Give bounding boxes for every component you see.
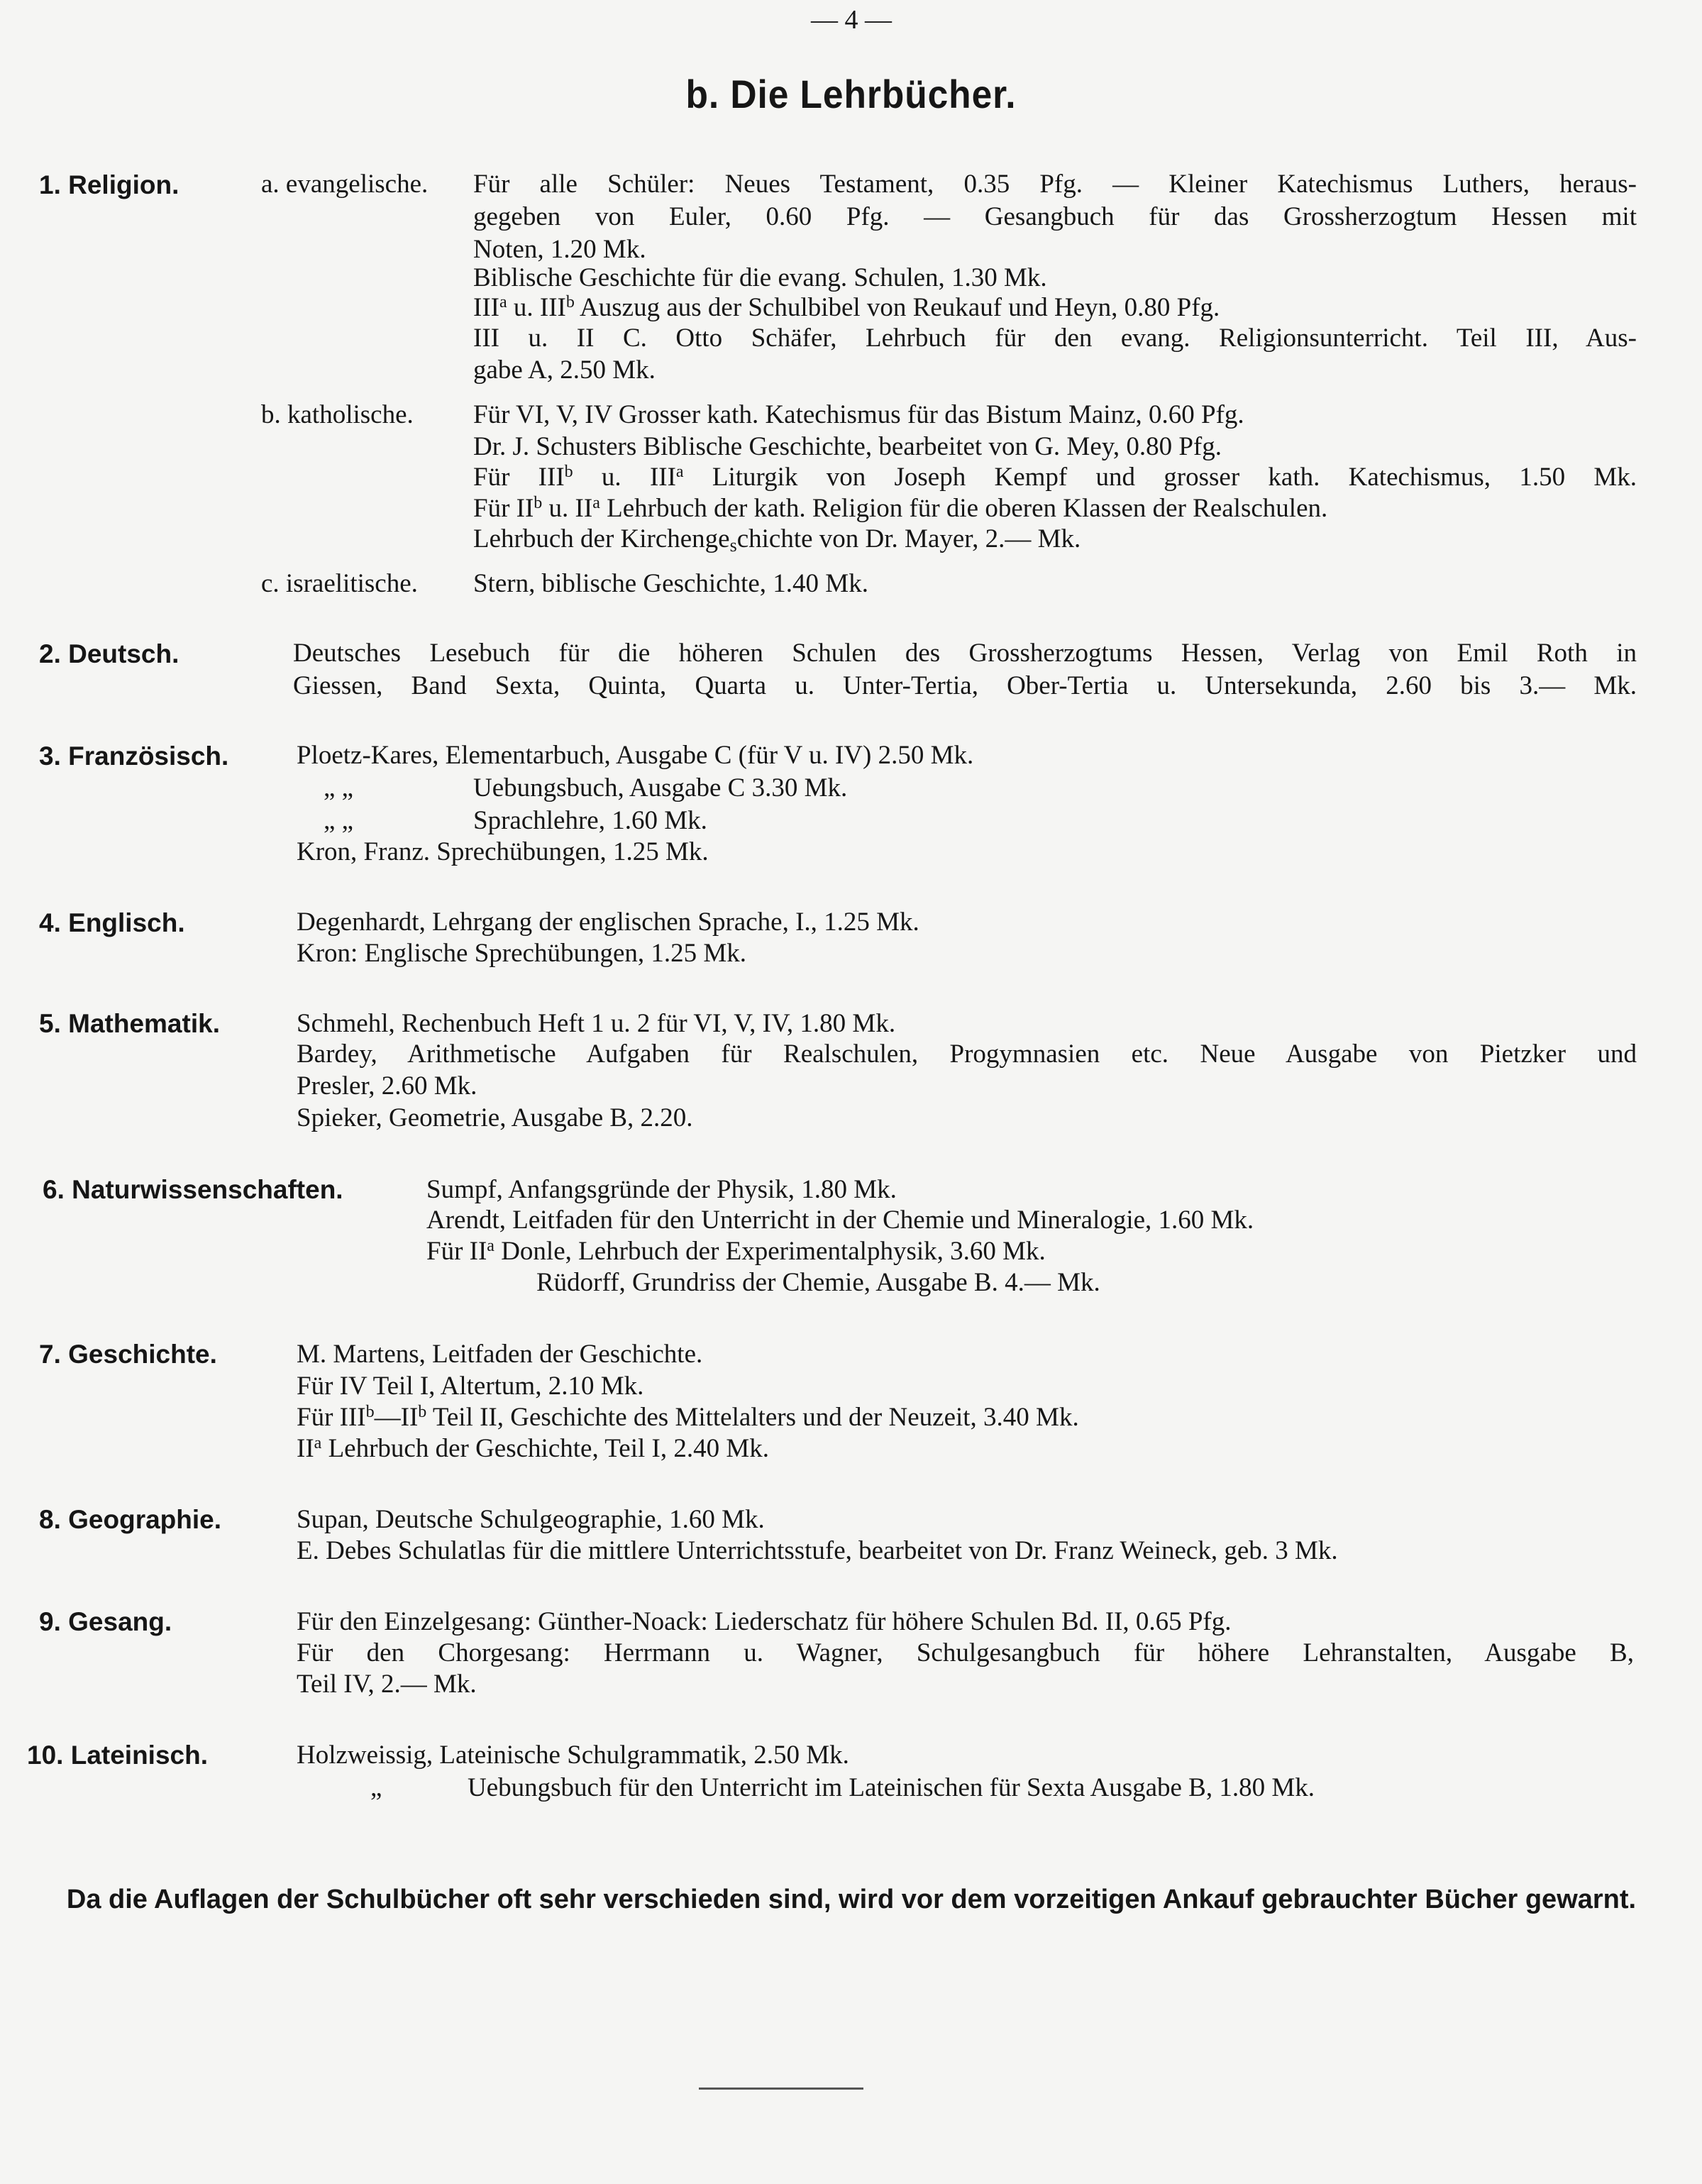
naturwissenschaften-line-3: Für $II^a$ Donle, Lehrbuch der Experimentalphysik, 3.60 Mk. <box>426 1237 1046 1266</box>
mathematik-line-2: Bardey, Arithmetische Aufgaben für Realschulen, Progymnasien etc. Neue Ausgabe von Pietzker und <box>297 1039 1637 1069</box>
geschichte-line-2: Für IV Teil I, Altertum, 2.10 Mk. <box>297 1372 644 1401</box>
warning-notice: Da die Auflagen der Schulbücher oft sehr verschieden sind, wird vor dem vorzeitigen Ankauf gebrauchter Bücher gewarnt. <box>66 1885 1637 1914</box>
page-number: — 4 — <box>811 5 892 35</box>
geschichte-line-3: Für $III^b—II^b$ Teil II, Geschichte des Mittelalters und der Neuzeit, 3.40 Mk. <box>297 1403 1079 1432</box>
geographie-line-2: E. Debes Schulatlas für die mittlere Unterrichtsstufe, bearbeitet von Dr. Franz Weineck, geb. 3 Mk. <box>297 1536 1338 1565</box>
religion-b-line-5: Lehrbuch der Kirchengeschichte von Dr. Mayer, 2.— Mk. <box>473 524 1081 556</box>
gesang-line-1: Für den Einzelgesang: Günther-Noack: Liederschatz für höhere Schulen Bd. II, 0.65 Pfg. <box>297 1607 1232 1636</box>
mathematik-line-3: Presler, 2.60 Mk. <box>297 1071 477 1101</box>
lateinisch-line-2: Uebungsbuch für den Unterricht im Lateinischen für Sexta Ausgabe B, 1.80 Mk. <box>468 1773 1315 1802</box>
deutsch-line-1: Deutsches Lesebuch für die höheren Schulen des Grossherzogtums Hessen, Verlag von Emil Roth in <box>293 639 1637 668</box>
religion-a-line-2: gegeben von Euler, 0.60 Pfg. — Gesangbuch für das Grossherzogtum Hessen mit <box>473 202 1637 231</box>
religion-a-line-5: III$^a$ u. III$^b$ Auszug aus der Schulbibel von Reukauf und Heyn, 0.80 Pfg. <box>473 293 1220 322</box>
geschichte-line-1: M. Martens, Leitfaden der Geschichte. <box>297 1340 703 1369</box>
section-label-mathematik: 5. Mathematik. <box>39 1009 220 1038</box>
section-label-naturwissenschaften: 6. Naturwissenschaften. <box>43 1175 343 1204</box>
franzoesisch-line-2: Uebungsbuch, Ausgabe C 3.30 Mk. <box>473 773 848 803</box>
religion-a-line-4: Biblische Geschichte für die evang. Schulen, 1.30 Mk. <box>473 263 1047 292</box>
section-label-gesang: 9. Gesang. <box>39 1607 172 1636</box>
section-label-englisch: 4. Englisch. <box>39 908 185 937</box>
naturwissenschaften-line-2: Arendt, Leitfaden für den Unterricht in der Chemie und Mineralogie, 1.60 Mk. <box>426 1206 1254 1235</box>
franzoesisch-line-4: Kron, Franz. Sprechübungen, 1.25 Mk. <box>297 837 709 866</box>
section-label-franzoesisch: 3. Französisch. <box>39 741 229 771</box>
gesang-line-3: Teil IV, 2.— Mk. <box>297 1670 477 1699</box>
naturwissenschaften-line-1: Sumpf, Anfangsgründe der Physik, 1.80 Mk. <box>426 1175 897 1204</box>
franzoesisch-ditto-2: „ „ <box>324 806 354 835</box>
religion-c-label: c. israelitische. <box>261 569 418 598</box>
englisch-line-2: Kron: Englische Sprechübungen, 1.25 Mk. <box>297 939 747 968</box>
deutsch-line-2: Giessen, Band Sexta, Quinta, Quarta u. Unter-Tertia, Ober-Tertia u. Untersekunda, 2.60 bis 3.— Mk. <box>293 671 1637 700</box>
gesang-line-2: Für den Chorgesang: Herrmann u. Wagner, Schulgesangbuch für höhere Lehranstalten, Ausgabe B, <box>297 1638 1634 1667</box>
religion-b-line-4: Für $II^b$ u. $II^a$ Lehrbuch der kath. Religion für die oberen Klassen der Realschulen. <box>473 494 1328 523</box>
religion-b-label: b. katholische. <box>261 400 414 429</box>
religion-a-line-3: Noten, 1.20 Mk. <box>473 235 646 264</box>
religion-b-line-2: Dr. J. Schusters Biblische Geschichte, bearbeitet von G. Mey, 0.80 Pfg. <box>473 432 1222 461</box>
religion-c-line-1: Stern, biblische Geschichte, 1.40 Mk. <box>473 569 868 598</box>
lateinisch-line-1: Holzweissig, Lateinische Schulgrammatik, 2.50 Mk. <box>297 1741 849 1770</box>
religion-b-line-1: Für VI, V, IV Grosser kath. Katechismus für das Bistum Mainz, 0.60 Pfg. <box>473 400 1244 429</box>
section-label-lateinisch: 10. Lateinisch. <box>27 1741 208 1770</box>
franzoesisch-line-1: Ploetz-Kares, Elementarbuch, Ausgabe C (für V u. IV) 2.50 Mk. <box>297 741 974 770</box>
section-label-religion: 1. Religion. <box>39 170 179 199</box>
religion-a-line-7: gabe A, 2.50 Mk. <box>473 355 656 385</box>
mathematik-line-1: Schmehl, Rechenbuch Heft 1 u. 2 für VI, V, IV, 1.80 Mk. <box>297 1009 896 1038</box>
religion-b-line-3: Für III$^b$ u. III$^a$ Liturgik von Joseph Kempf und grosser kath. Katechismus, 1.50 Mk. <box>473 463 1637 492</box>
geographie-line-1: Supan, Deutsche Schulgeographie, 1.60 Mk. <box>297 1505 765 1534</box>
franzoesisch-line-3: Sprachlehre, 1.60 Mk. <box>473 806 707 835</box>
englisch-line-1: Degenhardt, Lehrgang der englischen Sprache, I., 1.25 Mk. <box>297 908 919 937</box>
section-label-geschichte: 7. Geschichte. <box>39 1340 217 1369</box>
religion-a-label: a. evangelische. <box>261 170 429 199</box>
mathematik-line-4: Spieker, Geometrie, Ausgabe B, 2.20. <box>297 1103 693 1132</box>
geschichte-line-4: $II^a$ Lehrbuch der Geschichte, Teil I, 2.40 Mk. <box>297 1434 769 1463</box>
section-label-geographie: 8. Geographie. <box>39 1505 222 1534</box>
page-title: b. Die Lehrbücher. <box>685 72 1017 116</box>
religion-a-line-1: Für alle Schüler: Neues Testament, 0.35 Pfg. — Kleiner Katechismus Luthers, heraus- <box>473 170 1637 199</box>
lateinisch-ditto: „ <box>370 1773 382 1802</box>
section-label-deutsch: 2. Deutsch. <box>39 639 179 668</box>
naturwissenschaften-line-4: Rüdorff, Grundriss der Chemie, Ausgabe B. 4.— Mk. <box>536 1268 1100 1297</box>
bottom-rule <box>699 2088 863 2090</box>
franzoesisch-ditto-1: „ „ <box>324 773 354 803</box>
religion-a-line-6: III u. II C. Otto Schäfer, Lehrbuch für den evang. Religionsunterricht. Teil III, Aus- <box>473 324 1637 353</box>
